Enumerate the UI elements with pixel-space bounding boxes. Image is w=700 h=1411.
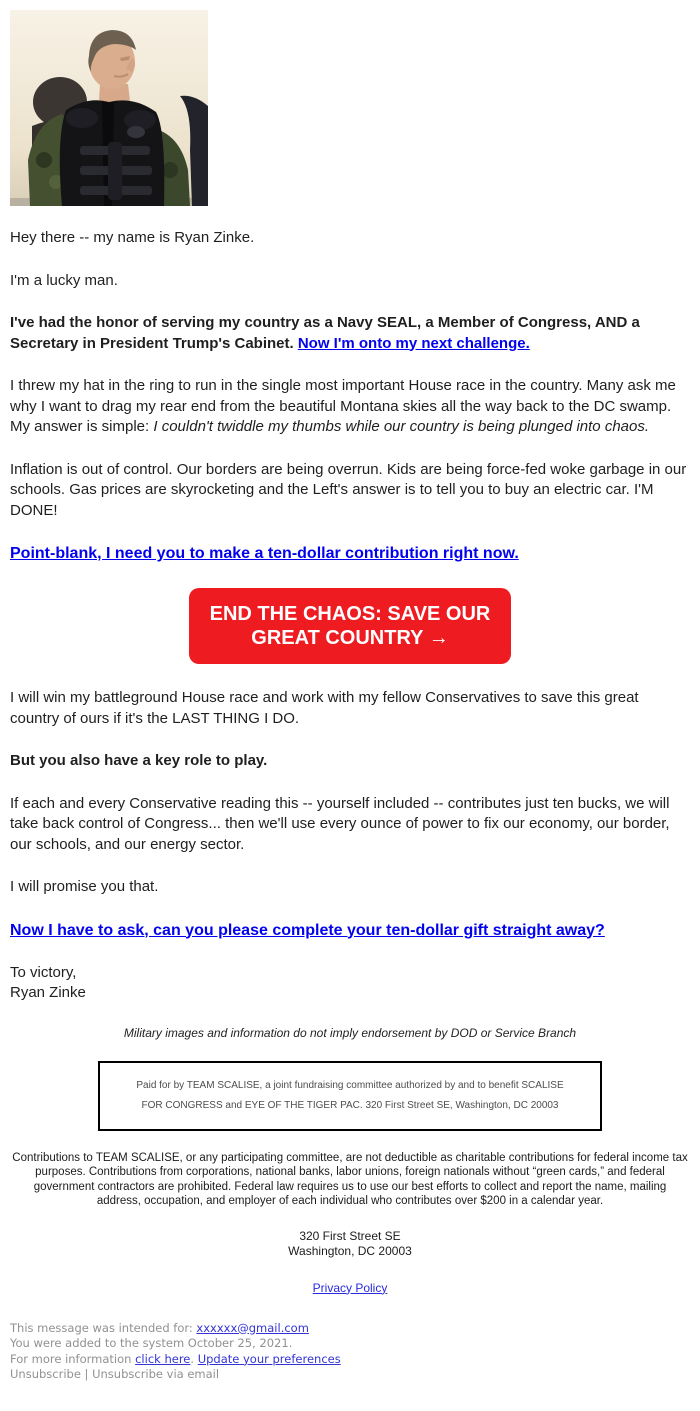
hat-text: I threw my hat in the ring to run in the single most important House race in the country. Many ask me why I want to drag my rear end from the beautiful Montana skies all the way back to the DC swamp. My answer is simple:: [10, 377, 676, 435]
paragraph-greeting: [10, 228, 690, 249]
inflation-text: Inflation is out of control. Our borders are being overrun. Kids are being force-fed woke garbage in our schools. Gas prices are skyrocketing and the Left's answer is to tell you to buy an electric car. I'M DONE!: [10, 460, 687, 519]
added-text: You were added to the system October 25, 2021.: [10, 1336, 293, 1350]
info-prefix: For more information: [10, 1351, 136, 1366]
footer-info-line: [10, 1352, 690, 1368]
footer-unsubscribe-line: [10, 1367, 690, 1383]
unsubscribe-link[interactable]: Unsubscribe: [10, 1367, 81, 1381]
promise-text: I will promise you that.: [10, 878, 159, 895]
email-footer: [10, 1321, 690, 1383]
paid-for-disclaimer-box: [98, 1061, 602, 1131]
intended-prefix: This message was intended for:: [10, 1320, 197, 1335]
paid-for-line-2: FOR CONGRESS and EYE OF THE TIGER PAC. 320 First Street SE, Washington, DC 20003: [141, 1099, 559, 1111]
paragraph-lucky: [10, 271, 690, 292]
unsubscribe-via-email-link[interactable]: Unsubscribe via email: [92, 1367, 220, 1381]
click-here-link[interactable]: click here: [135, 1351, 191, 1366]
paragraph-key-role: [10, 751, 690, 772]
recipient-email-link[interactable]: xxxxxx@gmail.com: [196, 1320, 309, 1335]
greeting-text: Hey there -- my name is Ryan Zinke.: [10, 229, 255, 246]
photo-illustration: [10, 10, 208, 206]
paragraph-cta-2: [10, 920, 690, 941]
paragraph-inflation: [10, 460, 690, 522]
info-separator: .: [190, 1351, 198, 1366]
unsubscribe-separator: |: [80, 1367, 93, 1381]
win-text: I will win my battleground House race and work with my fellow Conservatives to save this great country of ours if it's the LAST THING I DO.: [10, 689, 639, 727]
lucky-text: I'm a lucky man.: [10, 271, 118, 289]
mailing-address: [10, 1229, 690, 1259]
end-the-chaos-button[interactable]: END THE CHAOS: SAVE OUR GREAT COUNTRY →: [189, 588, 511, 664]
signoff-line: To victory,: [10, 963, 77, 981]
contributions-disclaimer: Contributions to TEAM SCALISE, or any participating committee, are not deductible as charitable contributions for federal income tax purposes. Contributions from corporations, national banks, labor unions, foreign nationals without “green cards,” and federal government contractors are prohibited. Federal law requires us to use our best efforts to collect and report the name, mailing address, occupation, and employer of each individual who contributes over $200 in a calendar year.: [12, 1151, 688, 1207]
paragraph-cta-1: [10, 543, 690, 564]
paid-for-line-1: Paid for by TEAM SCALISE, a joint fundraising committee authorized by and to benefit SCALISE: [136, 1079, 564, 1091]
update-preferences-link[interactable]: Update your preferences: [197, 1351, 341, 1366]
paragraph-ten-bucks: [10, 794, 690, 856]
address-city: Washington, DC 20003: [288, 1243, 412, 1258]
honor-bold-text: I've had the honor of serving my country as a Navy SEAL, a Member of Congress, AND a Secretary in President Trump's Cabinet.: [10, 314, 640, 352]
paragraph-hat-in-ring: [10, 376, 690, 438]
footer-added-line: [10, 1336, 690, 1352]
key-role-text: But you also have a key role to play.: [10, 752, 268, 769]
photo-ryan-zinke: [10, 10, 208, 206]
paragraph-promise: [10, 877, 690, 898]
ten-dollar-gift-link[interactable]: Now I have to ask, can you please complete your ten-dollar gift straight away?: [10, 921, 605, 939]
signature-name: Ryan Zinke: [10, 984, 86, 1001]
paragraph-honor: [10, 313, 690, 354]
next-challenge-link[interactable]: Now I'm onto my next challenge.: [297, 334, 530, 352]
ten-bucks-text: If each and every Conservative reading this -- yourself included -- contributes just ten bucks, we will take back control of Congress... then we'll use every ounce of power to fix our economy, our border, our schools, and our energy sector.: [10, 794, 670, 853]
footer-intended-line: [10, 1321, 690, 1337]
signature: [10, 963, 690, 1004]
ten-dollar-contribution-link[interactable]: Point-blank, I need you to make a ten-dollar contribution right now.: [10, 545, 519, 562]
privacy-policy-link[interactable]: Privacy Policy: [312, 1280, 388, 1295]
paragraph-win: [10, 688, 690, 729]
button-row: [10, 588, 690, 664]
address-street: 320 First Street SE: [299, 1228, 401, 1243]
privacy-policy-row: [10, 1281, 690, 1295]
hat-italic-text: I couldn't twiddle my thumbs while our country is being plunged into chaos.: [153, 418, 650, 435]
military-disclaimer: Military images and information do not imply endorsement by DOD or Service Branch: [123, 1025, 577, 1040]
